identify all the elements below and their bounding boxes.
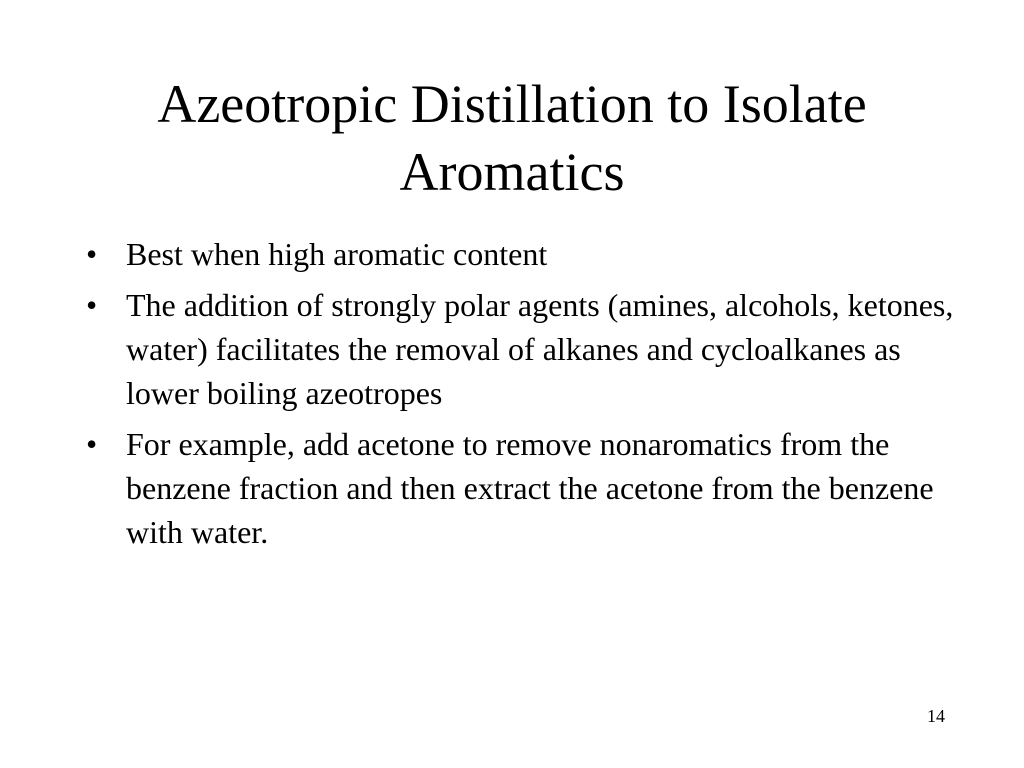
bullet-text: Best when high aromatic content (126, 236, 548, 272)
bullet-text: For example, add acetone to remove nonaromatics from the benzene fraction and then extract the acetone from the benzene with water. (126, 426, 934, 550)
bullet-icon: • (86, 426, 98, 462)
bullet-list (86, 232, 956, 561)
slide-title: Azeotropic Distillation to Isolate Aromatics (157, 74, 867, 202)
bullet-item (86, 283, 956, 415)
bullet-icon: • (86, 236, 98, 272)
bullet-item (86, 422, 956, 554)
bullet-icon: • (86, 287, 98, 323)
page-number: 14 (927, 706, 945, 726)
bullet-text: The addition of strongly polar agents (amines, alcohols, ketones, water) facilitates the removal of alkanes and cycloalkanes as lower boiling azeotropes (126, 287, 954, 411)
bullet-item (86, 232, 956, 276)
